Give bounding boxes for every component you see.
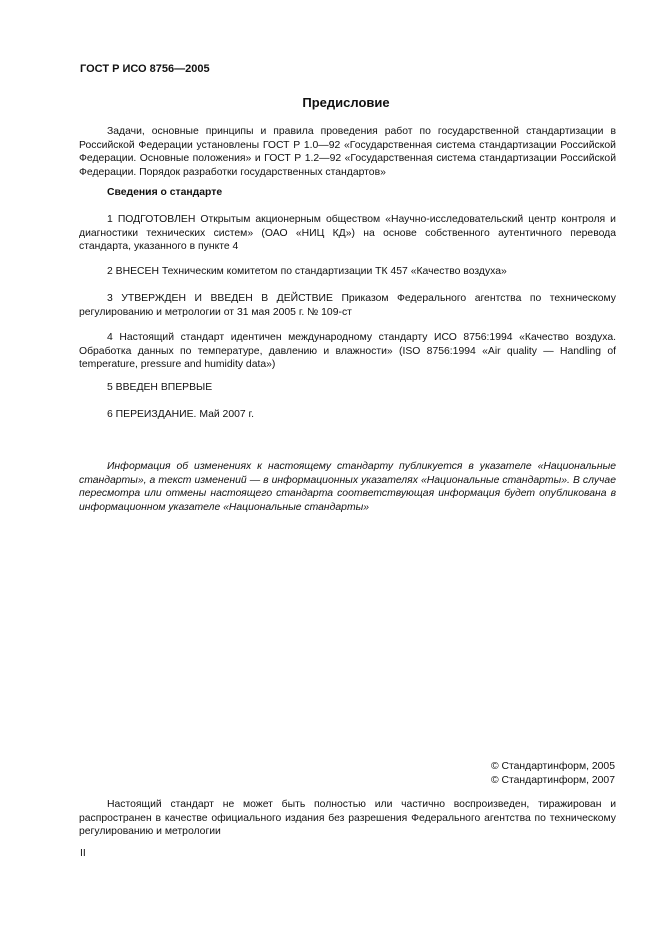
changes-info-notice: Информация об изменениях к настоящему стандарту публикуется в указателе «Национальные стандарты», а текст изменений — в информационных указателях «Национальные стандарты». В случае пересмотра или отмены настоящего стандарта соответствующая информация будет опубликована в информационном указателе «Национальные стандарты» bbox=[79, 461, 616, 513]
info-item-5: 5 ВВЕДЕН ВПЕРВЫЕ bbox=[107, 382, 213, 393]
info-item-2: 2 ВНЕСЕН Техническим комитетом по стандартизации ТК 457 «Качество воздуха» bbox=[107, 266, 507, 277]
copyright-block bbox=[491, 760, 615, 787]
reproduction-notice: Настоящий стандарт не может быть полностью или частично воспроизведен, тиражирован и распространен в качестве официального издания без разрешения Федерального агентства по техническому регулированию и метрологии bbox=[79, 799, 616, 837]
standard-info-heading: Сведения о стандарте bbox=[107, 187, 223, 198]
intro-paragraph: Задачи, основные принципы и правила проведения работ по государственной стандартизации в Российской Федерации установлены ГОСТ Р 1.0—92 «Государственная система стандартизации Российской Федерации. Основные положения» и ГОСТ Р 1.2—92 «Государственная система стандартизации Российской Федерации. Порядок разработки государственных стандартов» bbox=[79, 126, 616, 178]
info-item-6: 6 ПЕРЕИЗДАНИЕ. Май 2007 г. bbox=[107, 409, 254, 420]
page-title: Предисловие bbox=[302, 95, 390, 110]
info-item-4: 4 Настоящий стандарт идентичен международному стандарту ИСО 8756:1994 «Качество воздуха. Обработка данных по температуре, давлению и влажности» (ISO 8756:1994 «Air quality — Handling of temperature, pressure and humidity data») bbox=[79, 332, 616, 370]
copyright-line-2005: © Стандартинформ, 2005 bbox=[490, 761, 615, 772]
info-item-1: 1 ПОДГОТОВЛЕН Открытым акционерным обществом «Научно-исследовательский центр контроля и диагностики технических систем» (ОАО «НИЦ КД») на основе собственного аутентичного перевода стандарта, указанного в пункте 4 bbox=[79, 214, 616, 252]
page-number: II bbox=[80, 848, 86, 859]
info-item-3: 3 УТВЕРЖДЕН И ВВЕДЕН В ДЕЙСТВИЕ Приказом Федерального агентства по техническому регулированию и метрологии от 31 мая 2005 г. № 109-ст bbox=[79, 293, 616, 318]
standard-code: ГОСТ Р ИСО 8756—2005 bbox=[80, 63, 210, 75]
copyright-line-2007: © Стандартинформ, 2007 bbox=[490, 774, 615, 786]
